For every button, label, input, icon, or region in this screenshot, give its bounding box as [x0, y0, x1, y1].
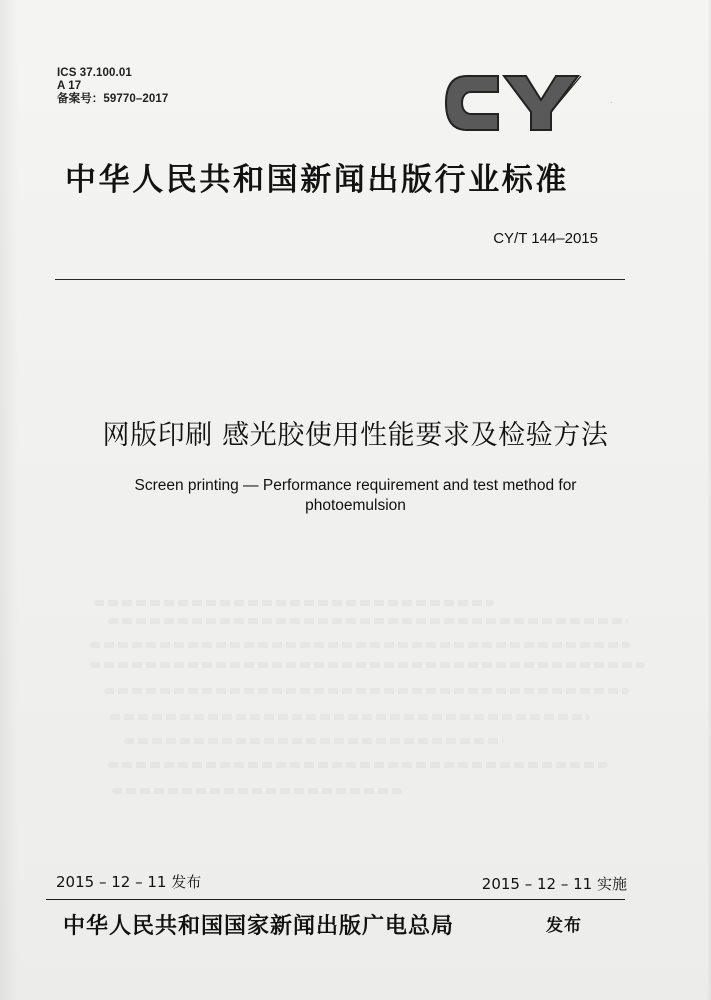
publisher-action-label: 发布 [546, 916, 582, 936]
standard-code: CY/T 144–2015 [493, 230, 598, 247]
record-number: 备案号：59770–2017 [57, 93, 169, 105]
english-title-line-2: photoemulsion [305, 497, 406, 514]
publisher-name: 中华人民共和国国家新闻出版广电总局 [63, 913, 455, 939]
top-divider [55, 279, 625, 280]
issue-date: 2015 – 12 – 11 发布 [56, 873, 202, 891]
background-show-through-text [90, 590, 650, 815]
scan-speck: · [609, 97, 613, 108]
industry-standard-name: 中华人民共和国新闻出版行业标准 [65, 162, 569, 198]
bottom-divider [46, 899, 625, 900]
cy-logo-mark [446, 76, 581, 130]
document-title-english [0, 476, 711, 516]
implementation-date: 2015 – 12 – 11 实施 [481, 875, 627, 893]
english-title-line-1: Screen printing — Performance requirement and test method for [134, 477, 577, 494]
ics-code: ICS 37.100.01 [57, 67, 132, 79]
category-code: A 17 [57, 80, 82, 92]
cy-logo [438, 64, 618, 142]
document-title-chinese: 网版印刷 感光胶使用性能要求及检验方法 [102, 420, 609, 451]
classification-block [57, 67, 168, 106]
